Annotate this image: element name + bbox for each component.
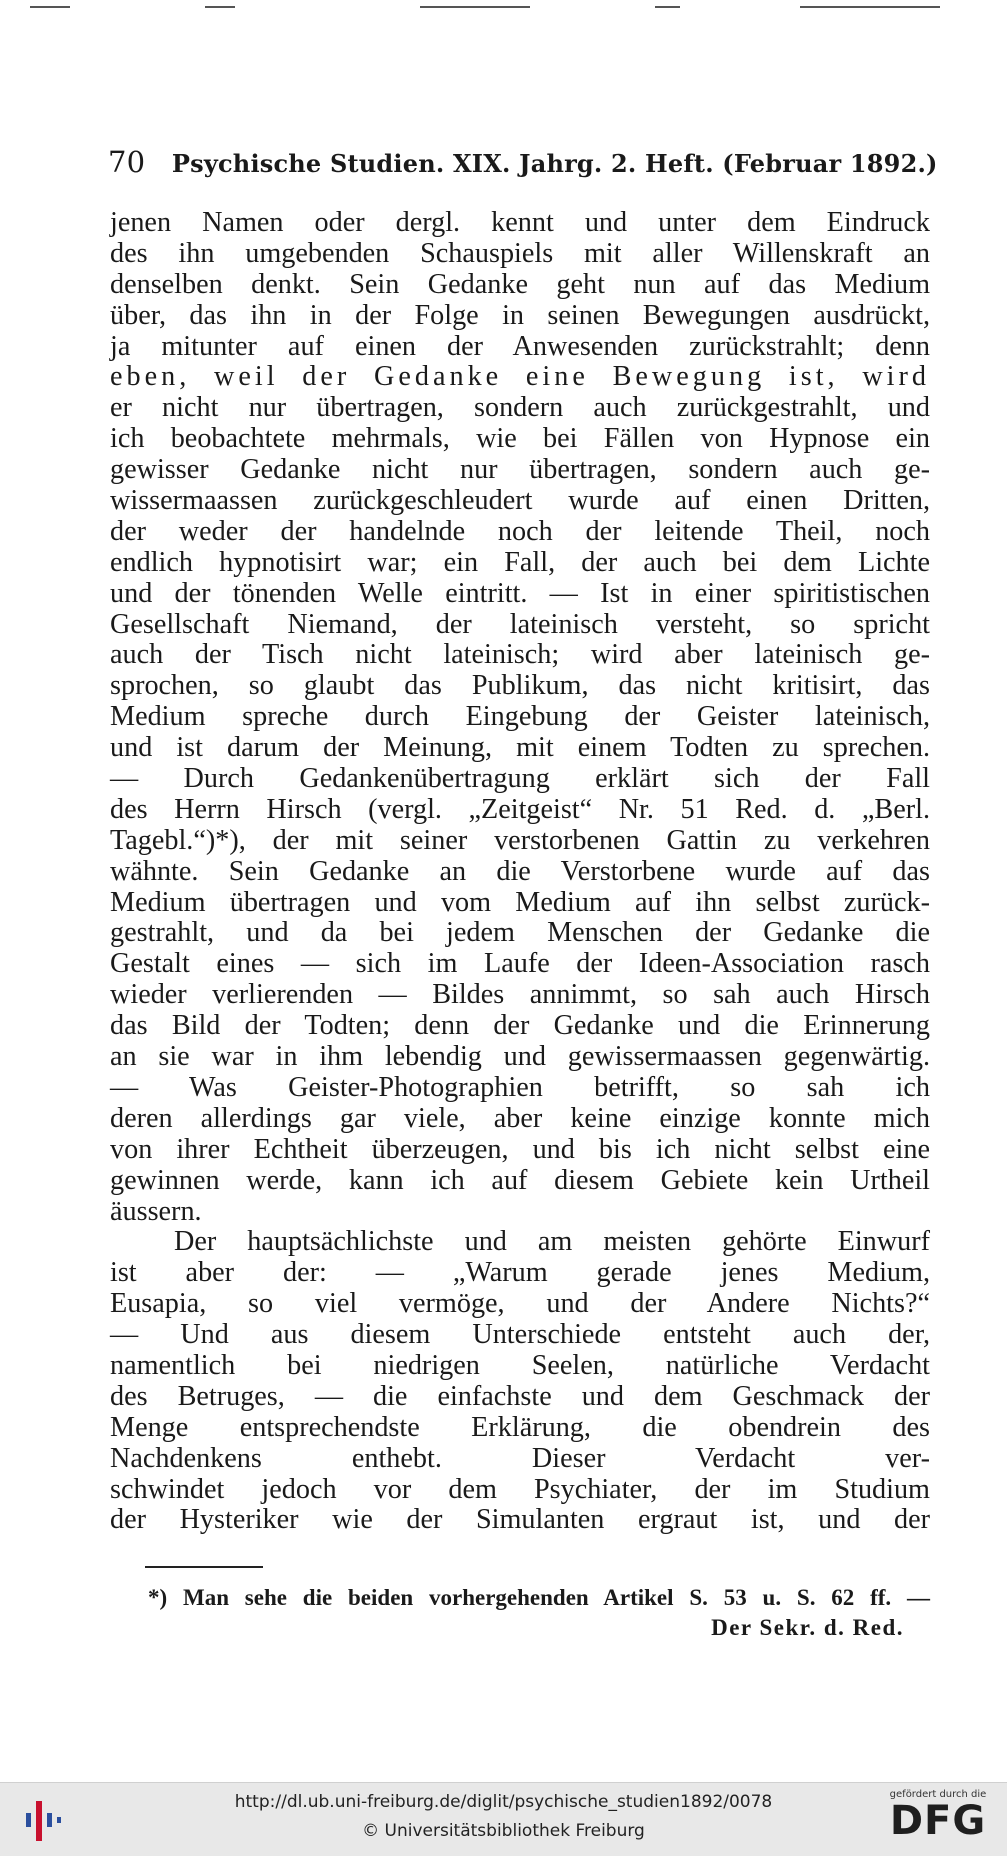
text-line: er nicht nur übertragen, sondern auch zurückgestrahlt, und: [110, 392, 930, 424]
body-text: [110, 208, 930, 1536]
running-head: [108, 145, 938, 179]
footnote-rule: [145, 1566, 263, 1568]
text-line: Der hauptsächlichste und am meisten gehörte Einwurf: [174, 1226, 930, 1258]
text-line: gewisser Gedanke nicht nur übertragen, sondern auch ge-: [110, 454, 930, 486]
running-title: Psychische Studien. XIX. Jahrg. 2. Heft. (Februar 1892.): [171, 149, 938, 178]
text-line: wähnte. Sein Gedanke an die Verstorbene wurde auf das: [110, 855, 930, 887]
text-line: das Bild der Todten; denn der Gedanke und die Erinnerung: [110, 1010, 930, 1042]
text-line: endlich hypnotisirt war; ein Fall, der auch bei dem Lichte: [110, 546, 930, 578]
text-line: an sie war in ihm lebendig und gewissermaassen gegenwärtig.: [110, 1041, 930, 1073]
text-line: gewinnen werde, kann ich auf diesem Gebiete kein Urtheil: [110, 1164, 930, 1196]
text-line: deren allerdings gar viele, aber keine einzige konnte mich: [110, 1102, 930, 1134]
text-line: Eusapia, so viel vermöge, und der Andere Nichts?“: [110, 1288, 930, 1320]
text-line: und der tönenden Welle eintritt. — Ist in einer spiritistischen: [110, 577, 930, 609]
text-line: äussern.: [110, 1195, 202, 1227]
text-line: Nachdenkens enthebt. Dieser Verdacht ver-: [110, 1442, 930, 1474]
text-line: des ihn umgebenden Schauspiels mit aller Willenskraft an: [110, 237, 930, 269]
text-line: Medium übertragen und vom Medium auf ihn selbst zurück-: [110, 886, 930, 918]
text-line: denselben denkt. Sein Gedanke geht nun auf das Medium: [110, 268, 930, 300]
text-line: der Hysteriker wie der Simulanten ergraut ist, und der: [110, 1504, 930, 1536]
text-line: ja mitunter auf einen der Anwesenden zurückstrahlt; denn: [110, 330, 930, 362]
text-line: schwindet jedoch vor dem Psychiater, der im Studium: [110, 1473, 930, 1505]
text-line: Gesellschaft Niemand, der lateinisch versteht, so spricht: [110, 608, 930, 640]
text-line: Tagebl.“)*), der mit seiner verstorbenen Gattin zu verkehren: [110, 824, 930, 856]
text-line: des Herrn Hirsch (vergl. „Zeitgeist“ Nr. 51 Red. d. „Berl.: [110, 793, 930, 825]
text-line: eben, weil der Gedanke eine Bewegung ist, wird: [110, 361, 930, 393]
text-line: der weder der handelnde noch der leitende Theil, noch: [110, 515, 930, 547]
copyright-notice: © Universitätsbibliothek Freiburg: [362, 1821, 645, 1841]
text-line: des Betruges, — die einfachste und dem Geschmack der: [110, 1380, 930, 1412]
text-line: ich beobachtete mehrmals, wie bei Fällen von Hypnose ein: [110, 423, 930, 455]
text-line: wissermaassen zurückgeschleudert wurde auf einen Dritten,: [110, 485, 930, 517]
text-line: ist aber der: — „Warum gerade jenes Medium,: [110, 1257, 930, 1289]
text-line: auch der Tisch nicht lateinisch; wird aber lateinisch ge-: [110, 639, 930, 671]
text-line: und ist darum der Meinung, mit einem Todten zu sprechen.: [110, 732, 930, 764]
text-line: sprochen, so glaubt das Publikum, das nicht kritisirt, das: [110, 670, 930, 702]
text-line: Medium spreche durch Eingebung der Geister lateinisch,: [110, 701, 930, 733]
footnote: [148, 1583, 930, 1643]
footnote-signature: Der Sekr. d. Red.: [711, 1615, 904, 1640]
text-line: von ihrer Echtheit überzeugen, und bis ich nicht selbst eine: [110, 1133, 930, 1165]
text-line: namentlich bei niedrigen Seelen, natürliche Verdacht: [110, 1349, 930, 1381]
text-line: — Was Geister-Photographien betrifft, so sah ich: [110, 1071, 930, 1103]
page-number: 70: [108, 145, 146, 179]
text-line: Gestalt eines — sich im Laufe der Ideen-Association rasch: [110, 948, 930, 980]
text-line: jenen Namen oder dergl. kennt und unter dem Eindruck: [110, 207, 930, 238]
text-line: — Und aus diesem Unterschiede entsteht auch der,: [110, 1319, 930, 1351]
dfg-caption: gefördert durch die: [889, 1789, 987, 1800]
text-line: Menge entsprechendste Erklärung, die obendrein des: [110, 1411, 930, 1443]
text-line: wieder verlierenden — Bildes annimmt, so sah auch Hirsch: [110, 979, 930, 1011]
viewer-footer-bar: [0, 1782, 1007, 1856]
text-line: gestrahlt, und da bei jedem Menschen der Gedanke die: [110, 917, 930, 949]
footnote-line: *) Man sehe die beiden vorhergehenden Artikel S. 53 u. S. 62 ff. —: [148, 1585, 930, 1610]
document-url[interactable]: http://dl.ub.uni-freiburg.de/diglit/psychische_studien1892/0078: [234, 1792, 773, 1812]
text-line: über, das ihn in der Folge in seinen Bewegungen ausdrückt,: [110, 299, 930, 331]
text-line: — Durch Gedankenübertragung erklärt sich der Fall: [110, 763, 930, 795]
dfg-logo-text: DFG: [889, 1798, 987, 1844]
dfg-logo: [883, 1789, 993, 1849]
